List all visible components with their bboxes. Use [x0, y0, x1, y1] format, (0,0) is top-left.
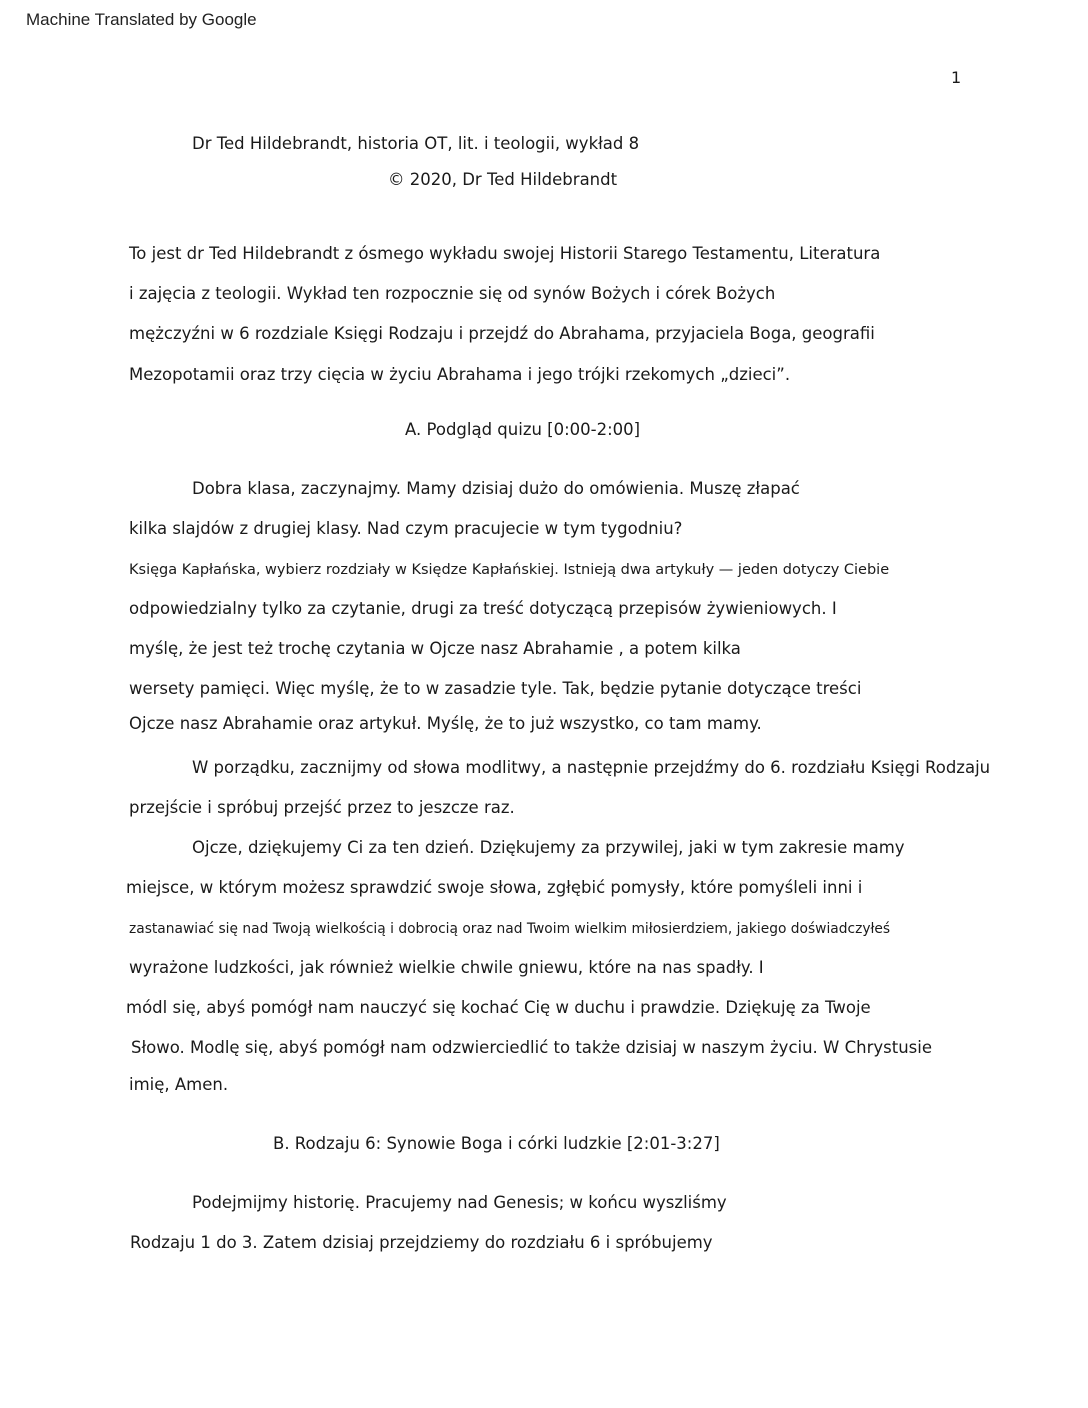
intro-line: To jest dr Ted Hildebrandt z ósmego wykładu swojej Historii Starego Testamentu, Literatura: [129, 244, 881, 263]
paragraph-line: W porządku, zacznijmy od słowa modlitwy, a następnie przejdźmy do 6. rozdziału Księgi Rodzaju: [192, 758, 991, 777]
paragraph-line: Słowo. Modlę się, abyś pomógł nam odzwierciedlić to także dzisiaj w naszym życiu. W Chrystusie: [131, 1038, 932, 1057]
paragraph-line: Dobra klasa, zaczynajmy. Mamy dzisiaj dużo do omówienia. Muszę złapać: [192, 479, 800, 498]
intro-line: Mezopotamii oraz trzy cięcia w życiu Abrahama i jego trójki rzekomych „dzieci”.: [129, 365, 791, 384]
intro-line: i zajęcia z teologii. Wykład ten rozpocznie się od synów Bożych i córek Bożych: [129, 284, 776, 303]
paragraph-line: zastanawiać się nad Twoją wielkością i dobrocią oraz nad Twoim wielkim miłosierdziem, jakiego doświadczyłeś: [129, 921, 891, 937]
paragraph-line: módl się, abyś pomógł nam nauczyć się kochać Cię w duchu i prawdzie. Dziękuję za Twoje: [126, 998, 871, 1017]
paragraph-line: miejsce, w którym możesz sprawdzić swoje słowa, zgłębić pomysły, które pomyśleli inni i: [126, 878, 863, 897]
paragraph-line: Księga Kapłańska, wybierz rozdziały w Księdze Kapłańskiej. Istnieją dwa artykuły — jeden dotyczy Ciebie: [129, 562, 890, 578]
paragraph-line: odpowiedzialny tylko za czytanie, drugi za treść dotyczącą przepisów żywieniowych. I: [129, 599, 837, 618]
copyright-line: © 2020, Dr Ted Hildebrandt: [388, 170, 618, 189]
paragraph-line: Podejmijmy historię. Pracujemy nad Genesis; w końcu wyszliśmy: [192, 1193, 727, 1212]
paragraph-line: wersety pamięci. Więc myślę, że to w zasadzie tyle. Tak, będzie pytanie dotyczące treści: [129, 679, 862, 698]
paragraph-line: wyrażone ludzkości, jak również wielkie chwile gniewu, które na nas spadły. I: [129, 958, 764, 977]
intro-line: mężczyźni w 6 rozdziale Księgi Rodzaju i przejdź do Abrahama, przyjaciela Boga, geografii: [129, 324, 875, 343]
section-heading: B. Rodzaju 6: Synowie Boga i córki ludzkie [2:01-3:27]: [273, 1134, 720, 1153]
paragraph-line: myślę, że jest też trochę czytania w Ojcze nasz Abrahamie , a potem kilka: [129, 639, 741, 658]
document-title: Dr Ted Hildebrandt, historia OT, lit. i teologii, wykład 8: [192, 134, 640, 153]
page-number: 1: [951, 68, 962, 87]
paragraph-line: Rodzaju 1 do 3. Zatem dzisiaj przejdziemy do rozdziału 6 i spróbujemy: [130, 1233, 713, 1252]
section-heading: A. Podgląd quizu [0:00-2:00]: [405, 420, 641, 439]
paragraph-line: kilka slajdów z drugiej klasy. Nad czym pracujecie w tym tygodniu?: [129, 519, 683, 538]
paragraph-line: Ojcze nasz Abrahamie oraz artykuł. Myślę, że to już wszystko, co tam mamy.: [129, 714, 762, 733]
paragraph-line: imię, Amen.: [129, 1075, 229, 1094]
paragraph-line: przejście i spróbuj przejść przez to jeszcze raz.: [129, 798, 515, 817]
translation-banner: Machine Translated by Google: [26, 10, 257, 29]
paragraph-line: Ojcze, dziękujemy Ci za ten dzień. Dziękujemy za przywilej, jaki w tym zakresie mamy: [192, 838, 905, 857]
